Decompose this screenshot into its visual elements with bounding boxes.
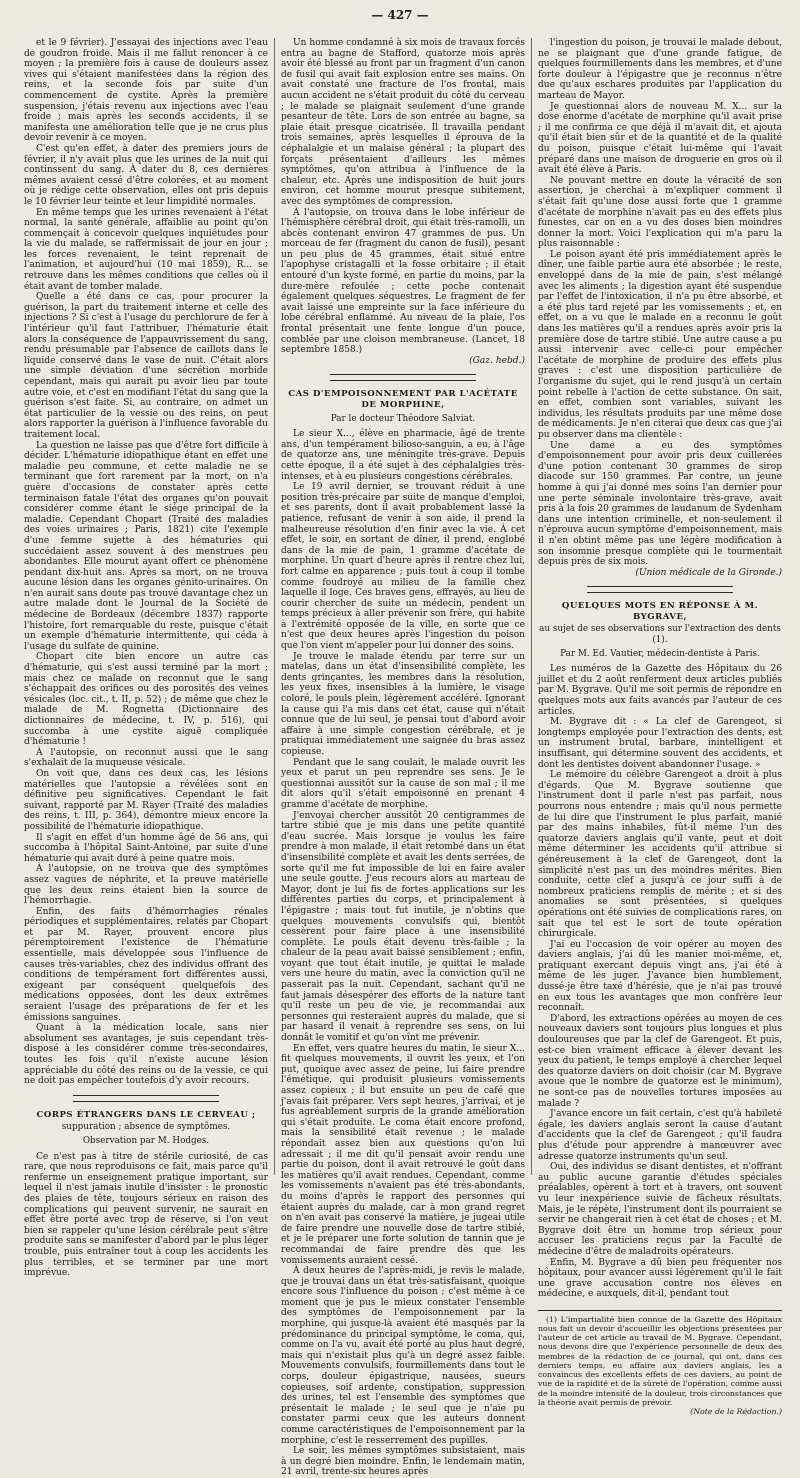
paragraph: l'ingestion du poison, je trouvai le malade debout, ne se plaignant que d'une grande fatigue, de quelques fourmillements dans les membres, et d'une forte douleur à l'épigastre que je reconnus n'être due qu'aux eschares produites par l'application du marteau de Mayor.	[538, 38, 782, 101]
paragraph: Il s'agit en effet d'un homme âgé de 56 ans, qui succomba à l'hôpital Saint-Antoine, par suite d'une hématurie qui avait duré à peine quatre mois.	[24, 832, 268, 864]
paragraph: et le 9 février). J'essayai des injections avec l'eau de goudron froide. Mais il me fallut renoncer à ce moyen ; la première fois à cause de douleurs assez vives qui s'étaient manifestées dans la région des reins, et la seconde fois par suite d'un commencement de cystite. Après la première suspension, j'étais revenu aux injections avec l'eau froide ; mais après les seconds accidents, il se manifesta une amélioration telle que je ne crus plus devoir revenir à ce moyen.	[24, 38, 268, 144]
paragraph: Quelle a été dans ce cas, pour procurer la guérison, la part du traitement interne et celle des injections ? Si c'est à l'usage du perchlorure de fer à l'intérieur qu'il faut l'attribuer, l'hématurie était alors la conséquence de l'appauvrissement du sang, rendu présumable par l'absence de caillots dans le liquide conservé dans le vase de nuit. C'était alors une simple déviation d'une sécrétion morbide cependant, mais qui aurait pu avoir lieu par toute autre voie, et c'est en modifiant l'état du sang que la guérison s'est faite. Si, au contraire, on admet un état particulier de la vessie ou des reins, on peut alors rapporter la guérison à l'influence favorable du traitement local.	[24, 292, 268, 440]
paragraph: On voit que, dans ces deux cas, les lésions matérielles que l'autopsie a révélées sont en définitive peu significatives. Cependant le fait suivant, rapporté par M. Rayer (Traité des maladies des reins, t. III, p. 364), démontre mieux encore la possibilité de l'hématurie idiopathique.	[24, 768, 268, 832]
col1-article	[24, 38, 268, 1087]
text-columns	[18, 38, 788, 1478]
article-title: CORPS ÉTRANGERS DANS LE CERVEAU ;	[36, 1109, 256, 1120]
paragraph: À l'autopsie, on ne trouva que des symptômes assez vagues de néphrite, et la preuve matérielle que les deux reins étaient bien la source de l'hémorrhagie.	[24, 864, 268, 907]
column-3	[531, 38, 788, 1416]
paragraph: Le soir, les mêmes symptômes subsistaient, mais à un degré bien moindre. Enfin, le lendemain matin, 21 avril, trente-six heures après	[281, 1446, 525, 1478]
paragraph: Le 19 avril dernier, se trouvant réduit à une position très-précaire par suite de manque d'emploi, et ses parents, dont il avait probablement lassé la patience, refusant de venir à son aide, il prend la malheureuse résolution d'en finir avec la vie. À cet effet, le soir, en sortant de dîner, il prend, englobé dans de la mie de pain, 1 gramme d'acétate de morphine. Un quart d'heure après il rentre chez lui, fort calme en apparence ; puis tout à coup il tombe comme foudroyé au milieu de la famille chez laquelle il loge. Ces braves gens, effrayés, au lieu de courir chercher de suite un médecin, pendent un temps précieux à aller prévenir son frère, qui habite à l'extrémité opposée de la ville, en sorte que ce n'est que deux heures après l'ingestion du poison que l'on vient m'appeler pour lui donner des soins.	[281, 482, 525, 652]
paragraph: Enfin, M. Bygrave a dû bien peu fréquenter nos hôpitaux, pour avancer aussi légèrement qu'il le fait une grave accusation contre nos élèves en médecine, e auxquels, dit-il, pendant tout	[538, 1257, 782, 1300]
paragraph: M. Bygrave dit : « La clef de Garengeot, si longtemps employée pour l'extraction des dents, est un instrument brutal, barbare, inintelligent et insuffisant, qui détermine souvent des accidents, et dont les dentistes doivent abandonner l'usage. »	[538, 717, 782, 770]
paragraph: La question ne laisse pas que d'être fort difficile à décider. L'hématurie idiopathique étant en effet une maladie peu commune, et cette maladie ne se terminant que fort rarement par la mort, on n'a guère d'occasions de constater après cette terminaison fatale l'état des organes qu'on pouvait considérer comme étant le siége principal de la maladie. Cependant Chopart (Traité des maladies des voies urinaires ; Paris, 1821) cite l'exemple d'une femme sujette à des hématuries qui succédaient assez souvent à des menstrues peu abondantes. Elle mourut ayant offert ce phénomène pendant dix-huit ans. Après sa mort, on ne trouva aucune lésion dans les organes génito-urinaires. On n'en aurait sans doute pas trouvé davantage chez un autre malade dont le Journal de la Société de médecine de Bordeaux (décembre 1837) rapporte l'histoire, fort remarquable du reste, puisque c'était un exemple d'hématurie intermittente, qui céda à l'usage du sulfate de quinine.	[24, 440, 268, 652]
article-byline: Par M. Ed. Vautier, médecin-dentiste à Paris.	[560, 648, 760, 659]
column-2	[274, 38, 531, 1478]
paragraph: D'abord, les extractions opérées au moyen de ces nouveaux daviers sont toujours plus longues et plus douloureuses que par la clef de Garengeot. Et puis, est-ce bien vraiment efficace à élever devant les yeux du patient, le temps employé à chercher lequel des quatorze daviers on doit choisir (car M. Bygrave avoue que le nombre de quatorze est le minimum), ne sont-ce pas de nouvelles tortures imposées au malade ?	[538, 1013, 782, 1109]
section-divider	[587, 586, 733, 593]
paragraph: Les numéros de la Gazette des Hôpitaux du 26 juillet et du 2 août renferment deux articles publiés par M. Bygrave. Qu'il me soit permis de répondre en quelques mots aux faits avancés par l'auteur de ces articles.	[538, 664, 782, 717]
paragraph: Je trouve le malade étendu par terre sur un matelas, dans un état d'insensibilité complète, les dents grinçantes, les membres dans la résolution, les yeux fixes, insensibles à la lumière, le visage coloré, le pouls plein, légèrement accéléré. Ignorant la cause qui l'a mis dans cet état, cause qui n'était connue que de lui seul, je pensai tout d'abord avoir affaire à une simple congestion cérébrale, et je pratiquai immédiatement une saignée du bras assez copieuse.	[281, 651, 525, 757]
paragraph: J'envoyai chercher aussitôt 20 centigrammes de tartre stibié que je mis dans une petite quantité d'eau sucrée. Mais lorsque je voulus les faire prendre à mon malade, il était retombé dans un état d'insensibilité complète et avait les dents serrées, de sorte qu'il me fut impossible de lui en faire avaler une seule goutte. J'eus recours alors au marteau de Mayor, dont je lui fis de fortes applications sur les différentes parties du corps, et principalement à l'épigastre ; mais tout fut inutile, je n'obtins que quelques mouvements convulsifs qui, bientôt cessèrent pour faire place à une insensibilité complète. Le pouls était devenu très-faible ; la chaleur de la peau avait baissé sensiblement ; enfin, voyant que tout était inutile, je quittai le malade vers une heure du matin, avec la conviction qu'il ne passerait pas la nuit. Cependant, sachant qu'il ne faut jamais désespérer des efforts de la nature tant qu'il reste un peu de vie, je recommandai aux personnes qui resteraient auprès du malade, que si par hasard il venait à reprendre ses sens, on lui donnât le vomitif et qu'on vînt me prévenir.	[281, 810, 525, 1044]
paragraph: Ce n'est pas à titre de stérile curiosité, de cas rare, que nous reproduisons ce fait, mais parce qu'il renferme un enseignement pratique important, sur lequel il n'est jamais inutile d'insister : le pronostic des plaies de tête, toujours sérieux en raison des complications qui peuvent survenir, ne saurait en effet être porté avec trop de réserve, si l'on veut bien se rappeler qu'une lésion cérébrale peut s'être produite sans se manifester d'abord par le plus léger trouble, puis entraîner tout à coup les accidents les plus terribles, et se terminer par une mort imprévue.	[24, 1151, 268, 1279]
article-title: CAS D'EMPOISONNEMENT PAR L'ACÉTATE DE MORPHINE,	[288, 389, 518, 410]
footnote	[538, 1310, 782, 1416]
footnote-signature: (Note de la Rédaction.)	[690, 1406, 782, 1416]
column-1	[18, 38, 274, 1279]
paragraph: Enfin, des faits d'hémorrhagies rénales périodiques et supplémentaires, relatés par Chopart et par M. Rayer, prouvent encore plus péremptoirement l'existence de l'hématurie essentielle, mais développée sous l'influence de causes très-variables, chez des individus offrant des conditions de tempérament fort différentes aussi, exigeant par conséquent quelquefois des médications opposées, dont les deux extrêmes seraient l'usage des préparations de fer et les émissions sanguines.	[24, 906, 268, 1023]
article-byline: Par le docteur Théodore Salviat.	[330, 413, 476, 424]
paragraph: Je questionnai alors de nouveau M. X... sur la dose énorme d'acétate de morphine qu'il avait prise ; il me confirma ce que déjà il m'avait dit, et ajouta qu'il était bien sûr et de la quantité et de la qualité du poison, puisque c'était lui-même qui l'avait préparé dans une maison de droguerie en gros où il avait été élève à Paris.	[538, 101, 782, 176]
paragraph: Pendant que le sang coulait, le malade ouvrit les yeux et parut un peu reprendre ses sens. Je le questionnai aussitôt sur la cause de son mal ; il me dit alors qu'il s'était empoisonné en prenant 4 gramme d'acétate de morphine.	[281, 757, 525, 810]
footnote-text: (1) L'impartialité bien connue de la Gazette des Hôpitaux nous fait un devoir d'accueillir les objections présentées par l'auteur de cet article au travail de M. Bygrave. Cependant, nous devons dire que l'expérience personnelle de deux des membres de la rédaction de ce journal, qui ont, dans ces derniers temps, eu affaire aux daviers anglais, les a convaincus des excellents effets de ces daviers, au point de vue de la rapidité et de la sûreté de l'opération, comme aussi de la moindre intensité de la douleur, trois circonstances que la théorie avait permis de prévoir.	[538, 1314, 782, 1407]
paragraph: J'avance encore un fait certain, c'est qu'à habileté égale, les daviers anglais seront la cause d'autant d'accidents que la clef de Garengeot ; qu'il faudra plus d'étude pour apprendre à manœuvrer avec adresse quatorze instruments qu'un seul.	[538, 1109, 782, 1162]
paragraph: Le poison ayant été pris immédiatement après le dîner, une faible partie aura été absorbée ; le reste, enveloppé dans de la mie de pain, s'est mélangé avec les aliments ; la digestion ayant été suspendue par l'effet de l'intoxication, il n'a pu être absorbé, et a été plus tard rejeté par les vomissements ; et, en effet, on a vu que le malade en a reconnu le goût dans les matières qu'il a rendues après avoir pris la première dose de tartre stibié. Une autre cause a pu aussi intervenir avec celle-ci pour empêcher l'acétate de morphine de produire des effets plus graves : c'est une disposition particulière de l'organisme du sujet, qui le rend jusqu'à un certain point rebelle à l'action de cette substance. On sait, en effet, combien sont variables, suivant les individus, les résultats produits par une même dose de médicaments. Je n'en citerai que deux cas que j'ai pu observer dans ma clientèle :	[538, 249, 782, 440]
paragraph: À deux heures de l'après-midi, je revis le malade, que je trouvai dans un état très-satisfaisant, quoique encore sous l'influence du poison ; c'est même à ce moment que je pus le mieux constater l'ensemble des symptômes de l'empoisonnement par la morphine, qui jusque-là avaient été masqués par la prédominance du principal symptôme, le coma, qui, comme on l'a vu, avait été porté au plus haut degré, mais qui n'existait plus qu'à un degré assez faible. Mouvements convulsifs, fourmillements dans tout le corps, douleur épigastrique, nausées, sueurs copieuses, soif ardente, constipation, suppression des urines, tel est l'ensemble des symptômes que présentait le malade ; le seul que je n'aie pu constater parmi ceux que les auteurs donnent comme caractéristiques de l'empoisonnement par la morphine, c'est le resserrement des pupilles.	[281, 1266, 525, 1446]
paragraph: À l'autopsie, on trouva dans le lobe inférieur de l'hémisphère cérébral droit, qui était très-ramolli, un abcès contenant environ 47 grammes de pus. Un morceau de fer (fragment du canon de fusil), pesant un peu plus de 45 grammes, était situé entre l'apophyse cristagalli et la fosse orbitaire ; il était entouré d'un kyste formé, en partie du moins, par la dure-mère refoulée ; cette poche contenait également quelques séquestres. Le fragment de fer avait laissé une empreinte sur la face inférieure du lobe cérébral enflammé. Au niveau de la plaie, l'os frontal présentait une fente longue d'un pouce, comblée par une cloison membraneuse. (Lancet, 18 septembre 1858.)	[281, 207, 525, 356]
paragraph: Le sieur X..., élève en pharmacie, âgé de trente ans, d'un tempérament bilioso-sanguin, a eu, à l'âge de quatorze ans, une méningite très-grave. Depuis cette époque, il a été sujet à des céphalalgies très-intenses, et à eu plusieurs congestions cérébrales.	[281, 429, 525, 482]
section-divider	[330, 374, 476, 381]
paragraph: J'ai eu l'occasion de voir opérer au moyen des daviers anglais, j'ai dû les manier moi-même, et, pratiquant exercant depuis vingt ans, j'ai été à même de les juger. J'avance bien humblement, dussé-je être taxé d'hérésie, que je n'ai pas trouvé en eux tous les avantages que mon confrère leur reconnaît.	[538, 939, 782, 1014]
paragraph: Chopart cite bien encore un autre cas d'hématurie, qui s'est aussi terminé par la mort ; mais chez ce malade on reconnut que le sang s'échappait des orifices ou des porosités des veines vésicales (loc. cit., t. II, p. 52) ; de même que chez le malade de M. Rognetta (Dictionnaire des dictionnaires de médecine, t. IV, p. 516), qui succomba à une cystite aiguë compliquée d'hématurie !	[24, 652, 268, 748]
source-citation: (Union médicale de la Gironde.)	[635, 567, 782, 578]
article-byline: Observation par M. Hodges.	[82, 1135, 210, 1146]
paragraph: En même temps que les urines revenaient à l'état normal, la santé générale, affaiblie au point qu'on commençait à concevoir quelques inquiétudes pour la vie du malade, se raffermissait de jour en jour ; les forces revenaient, le teint reprenait de l'animation, et aujourd'hui (10 mai 1859), R... se retrouve dans les mêmes conditions que celles où il était avant de tomber malade.	[24, 207, 268, 292]
page-number: — 427 —	[371, 8, 429, 22]
paragraph: Oui, des individus se disant dentistes, et n'offrant au public aucune garantie d'études spéciales préalables, opèrent à tort et à travers, ont souvent vu leur inexpérience suivie de fâcheux résultats. Mais, je le répète, l'instrument dont ils pourraient se servir ne changerait rien à cet état de choses ; et M. Bygrave doit être un homme trop sérieux pour accuser les praticiens reçus par la Faculté de médecine d'être de maladroits opérateurs.	[538, 1162, 782, 1257]
paragraph: Une dame a eu des symptômes d'empoisonnement pour avoir pris deux cuillerées d'une potion contenant 30 grammes de sirop diacode sur 150 grammes. Par contre, un jeune homme à qui j'ai donné mes soins l'an dernier pour une perte séminale involontaire très-grave, avait pris à la fois 20 grammes de laudanum de Sydenham dans une intention criminelle, et non-seulement il n'éprouva aucun symptôme d'empoisonnement, mais il n'en obtint même pas une légère modification à son insomnie presque complète qui le tourmentait depuis près de six mois.	[538, 440, 782, 568]
paragraph: À l'autopsie, on reconnut aussi que le sang s'exhalait de la muqueuse vésicale.	[24, 747, 268, 769]
article-title: QUELQUES MOTS EN RÉPONSE À M. BYGRAVE,	[561, 601, 759, 622]
article-subtitle: au sujet de ses observations sur l'extraction des dents (1).	[539, 624, 781, 646]
paragraph: C'est qu'en effet, à dater des premiers jours de février, il n'y avait plus que les urines de la nuit qui continssent du sang. À dater du 8, ces dernières mêmes avaient cessé d'être colorées, et au moment où je rédige cette observation, elles ont pris depuis le 10 février leur teinte et leur limpidité normales.	[24, 143, 268, 207]
paragraph: En effet, vers quatre heures du matin, le sieur X... fit quelques mouvements, il ouvrit les yeux, et l'on put, quoique avec assez de peine, lui faire prendre l'émétique, qui produisit plusieurs vomissements assez copieux ; il but ensuite un peu de café que j'avais fait préparer. Vers sept heures, j'arrivai, et je fus agréablement surpris de la grande amélioration qui s'était produite. Le coma était encore profond, mais la sensibilité était revenue ; le malade répondait assez bien aux questions qu'on lui adressait ; il me dit qu'il pensait avoir rendu une partie du poison, dont il avait retrouvé le goût dans les matières qu'il avait rendues. Cependant, comme les vomissements n'avaient pas été très-abondants, du moins d'après le rapport des personnes qui étaient auprès du malade, car à mon grand regret on n'en avait pas conservé la matière, je jugeai utile de faire prendre une nouvelle dose de tartre stibié, et je le préparer une forte solution de tannin que je recommandai de faire prendre dès que les vomissements auraient cessé.	[281, 1043, 525, 1266]
paragraph: Quant à la médication locale, sans nier absolument ses avantages, je suis cependant très-disposé à les considérer comme très-secondaires, toutes les fois qu'il n'existe aucune lésion appréciable du côté des reins ou de la vessie, ce qui ne doit pas empêcher toutefois d'y avoir recours.	[24, 1023, 268, 1087]
paragraph: Le mémoire du célèbre Garengeot a droit à plus d'égards. Que M. Bygrave soutienne que l'instrument dont il parle n'est pas parfait, nous pourrons nous entendre ; mais qu'il nous permette de lui dire que l'instrument le plus parfait, manié par des mains inhabiles, fût-il même l'un des quatorze daviers anglais qu'il vante, peut et doit même déterminer les accidents qu'il attribue si généreusement à la clef de Garengeot, dont la simplicité n'est pas un des moindres mérites. Bien conduite, cette clef a jusqu'à ce jour suffi à de nombreux praticiens remplis de mérite ; et si des anomalies se sont présentées, si quelques opérations ont été suivies de complications rares, on sait que tel est le sort de toute opération chirurgicale.	[538, 770, 782, 940]
article-subtitle: suppuration ; absence de symptômes.	[61, 1122, 231, 1133]
paragraph: Ne pouvant mettre en doute la véracité de son assertion, je cherchai à m'expliquer comment il s'était fait qu'une dose aussi forte que 1 gramme d'acétate de morphine n'avait pas eu des effets plus funestes, car on en a vu des doses bien moindres donner la mort. Voici l'explication qui m'a paru la plus raisonnable :	[538, 175, 782, 250]
source-citation: (Gaz. hebd.)	[469, 355, 525, 366]
paragraph: Un homme condamné à six mois de travaux forcés entra au bagne de Stafford, quatorze mois après avoir été blessé au front par un fragment d'un canon de fusil qui avait fait explosion entre ses mains. On avait constaté une fracture de l'os frontal, mais aucun accident ne s'était produit du côté du cerveau ; le malade se plaignait seulement d'une grande pesanteur de tête. Lors de son entrée au bagne, sa plaie était presque cicatrisée. Il travailla pendant trois semaines, après lesquelles il éprouva de la céphalalgie et un malaise général ; la plupart des forçats présentaient d'ailleurs les mêmes symptômes, qu'on attribua à l'influence de la chaleur, etc. Après une indisposition de huit jours environ, cet homme mourut presque subitement, avec des symptômes de compression.	[281, 38, 525, 207]
section-divider	[73, 1095, 219, 1102]
